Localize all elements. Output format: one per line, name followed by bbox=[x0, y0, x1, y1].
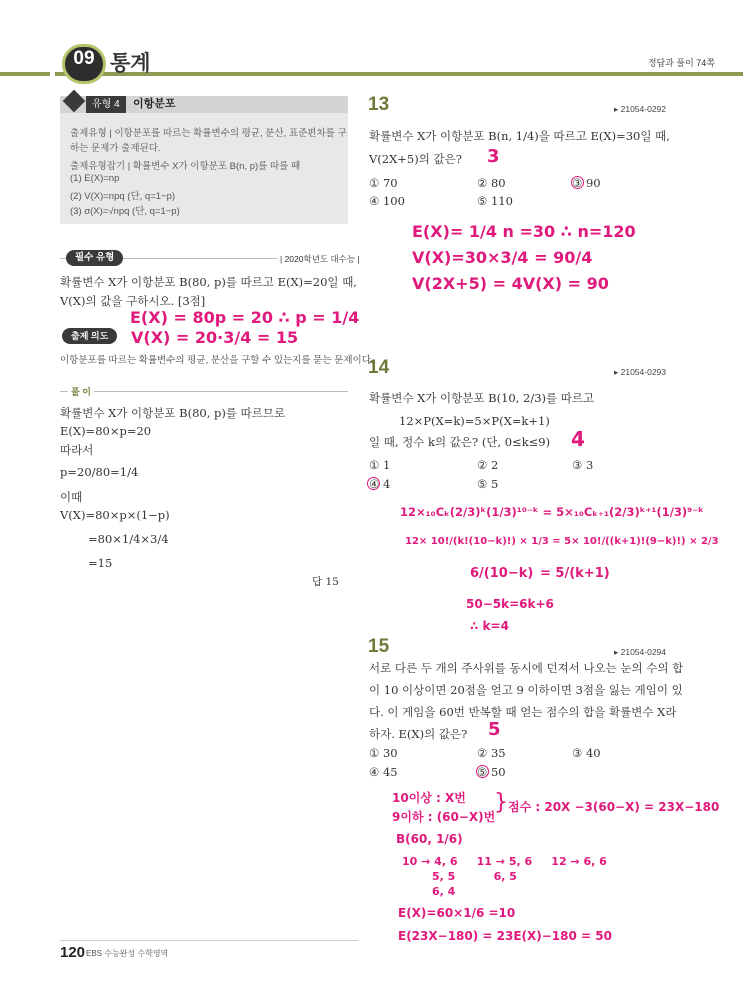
q15-choice: ② 35 bbox=[477, 746, 506, 760]
hw-q15-6: 5, 5 6, 5 bbox=[432, 870, 517, 883]
hw-q14-2: 12× 10!/(k!(10−k)!) × 1/3 = 5× 10!/((k+1)!(9−k)!) × 2/3 bbox=[405, 536, 719, 547]
hw-q14-5: ∴ k=4 bbox=[470, 619, 509, 633]
hw-q14-4: 50−5k=6k+6 bbox=[466, 597, 554, 611]
hw-q15-answer: 5 bbox=[488, 719, 501, 740]
answer-circle-mark bbox=[476, 765, 489, 778]
q13-choice: ② 80 bbox=[477, 176, 506, 190]
q15-number: 15 bbox=[368, 636, 390, 657]
solution-line: 이때 bbox=[60, 490, 83, 504]
q14-choice: ③ 3 bbox=[572, 458, 594, 472]
q15-line: 이 10 이상이면 20점을 얻고 9 이하이면 3점을 잃는 게임이 있 bbox=[369, 683, 683, 697]
page-number: 120 bbox=[60, 944, 86, 961]
answer-page-ref: 정답과 풀이 74쪽 bbox=[647, 58, 715, 68]
hw-q14-answer: 4 bbox=[571, 427, 585, 451]
solution-line: =15 bbox=[88, 556, 113, 570]
answer-circle-mark bbox=[367, 477, 380, 490]
hw-q13-answer: 3 bbox=[487, 146, 500, 167]
answer-circle-mark bbox=[571, 176, 584, 189]
hw-q15-4: B(60, 1/6) bbox=[396, 832, 463, 846]
hw-q15-7: 6, 4 bbox=[432, 885, 456, 898]
hw-q15-3: 점수 : 20X −3(60−X) = 23X−180 bbox=[508, 800, 720, 814]
hw-q14-3a: 6/(10−k) bbox=[470, 566, 534, 581]
intent-badge: 출제 의도 bbox=[62, 328, 117, 344]
required-badge: 필수 유형 bbox=[66, 250, 123, 266]
q15-line: 다. 이 게임을 60번 반복할 때 얻는 점수의 합을 확률변수 X라 bbox=[369, 705, 677, 719]
hw-required-1: E(X) = 80p = 20 ∴ p = 1/4 bbox=[130, 308, 360, 327]
footer-rule bbox=[60, 940, 358, 941]
hw-q15-1: 10이상 : X번 bbox=[392, 791, 466, 805]
hw-q14-3b: = 5/(k+1) bbox=[540, 566, 610, 581]
type-line-3: 출제유형잡기 | 확률변수 X가 이항분포 B(n, p)를 따를 때 bbox=[70, 161, 301, 172]
q14-code: ▸ 21054-0293 bbox=[614, 367, 667, 377]
q15-choice: ① 30 bbox=[369, 746, 398, 760]
q13-code: ▸ 21054-0292 bbox=[614, 104, 667, 114]
intent-text: 이항분포를 따르는 확률변수의 평균, 분산을 구할 수 있는지를 묻는 문제이다. bbox=[60, 355, 374, 366]
solution-line: 따라서 bbox=[60, 443, 94, 457]
q14-choice: ⑤ 5 bbox=[477, 477, 499, 491]
hw-required-2: V(X) = 20·3/4 = 15 bbox=[131, 328, 299, 347]
q13-number: 13 bbox=[368, 94, 390, 115]
chapter-title: 통계 bbox=[110, 52, 151, 75]
q13-line1: 확률변수 X가 이항분포 B(n, 1/4)을 따르고 E(X)=30일 때, bbox=[369, 129, 670, 143]
q14-choice: ② 2 bbox=[477, 458, 499, 472]
q14-line1: 확률변수 X가 이항분포 B(10, 2/3)를 따르고 bbox=[369, 391, 595, 405]
brace-mark: } bbox=[494, 790, 508, 815]
hw-q13-1: E(X)= 1/4 n =30 ∴ n=120 bbox=[412, 222, 636, 241]
solution-line: =80×1/4×3/4 bbox=[88, 532, 169, 546]
q13-choice: ⑤ 110 bbox=[477, 194, 513, 208]
solution-answer: 답 15 bbox=[312, 576, 339, 588]
q14-line3: 일 때, 정수 k의 값은? (단, 0≤k≤9) bbox=[369, 435, 551, 449]
hw-q15-2: 9이하 : (60−X)번 bbox=[392, 810, 496, 824]
q15-line: 서로 다른 두 개의 주사위를 동시에 던져서 나오는 눈의 수의 합 bbox=[369, 661, 684, 675]
type-tag: 유형 4 bbox=[86, 96, 126, 113]
type-line-6: (3) σ(X)=√npq (단, q=1−p) bbox=[70, 206, 180, 217]
hw-q13-2: V(X)=30×3/4 = 90/4 bbox=[412, 248, 593, 267]
type-name: 이항분포 bbox=[133, 98, 176, 110]
q15-choice: ⑤ 50 bbox=[477, 765, 506, 779]
q14-line2: 12×P(X=k)=5×P(X=k+1) bbox=[399, 414, 550, 428]
q13-choice: ① 70 bbox=[369, 176, 398, 190]
hw-q13-3: V(2X+5) = 4V(X) = 90 bbox=[412, 274, 609, 293]
solution-label: 풀 이 bbox=[68, 385, 94, 398]
hw-q15-8: E(X)=60×1/6 =10 bbox=[398, 906, 516, 920]
solution-line: V(X)=80×p×(1−p) bbox=[60, 508, 170, 522]
header-rule-left bbox=[0, 72, 50, 76]
required-problem-line2: V(X)의 값을 구하시오. [3점] bbox=[60, 294, 206, 308]
type-line-1: 출제유형 | 이항분포를 따르는 확률변수의 평균, 분산, 표준편차를 구 bbox=[70, 128, 347, 139]
q15-code: ▸ 21054-0294 bbox=[614, 647, 667, 657]
solution-line: p=20/80=1/4 bbox=[60, 465, 139, 479]
chapter-number: 09 bbox=[73, 48, 95, 69]
required-problem-line1: 확률변수 X가 이항분포 B(80, p)를 따르고 E(X)=20일 때, bbox=[60, 275, 357, 289]
type-line-5: (2) V(X)=npq (단, q=1−p) bbox=[70, 191, 176, 202]
q15-choice: ④ 45 bbox=[369, 765, 398, 779]
hw-q14-1: 12×₁₀Cₖ(2/3)ᵏ(1/3)¹⁰⁻ᵏ = 5×₁₀Cₖ₊₁(2/3)ᵏ⁺¹(1/3)⁹⁻ᵏ bbox=[400, 505, 704, 519]
q15-choice: ③ 40 bbox=[572, 746, 601, 760]
q13-choice: ④ 100 bbox=[369, 194, 405, 208]
q14-number: 14 bbox=[368, 357, 390, 378]
hw-q15-5: 10 → 4, 6 11 → 5, 6 12 → 6, 6 bbox=[402, 855, 607, 868]
q13-choice: ③ 90 bbox=[572, 176, 601, 190]
solution-line: 확률변수 X가 이항분포 B(80, p)를 따르므로 bbox=[60, 406, 286, 420]
page-source: EBS 수능완성 수학영역 bbox=[86, 949, 169, 958]
solution-rule bbox=[60, 391, 348, 392]
type-line-2: 하는 문제가 출제된다. bbox=[70, 143, 161, 154]
type-line-4: (1) E(X)=np bbox=[70, 173, 120, 184]
q14-choice: ④ 4 bbox=[369, 477, 391, 491]
required-source: | 2020학년도 대수능 | bbox=[277, 253, 360, 265]
solution-line: E(X)=80×p=20 bbox=[60, 424, 152, 438]
hw-q15-9: E(23X−180) = 23E(X)−180 = 50 bbox=[398, 929, 612, 943]
q13-line2: V(2X+5)의 값은? bbox=[369, 152, 462, 166]
q14-choice: ① 1 bbox=[369, 458, 391, 472]
header-rule bbox=[55, 72, 743, 76]
q15-line: 하자. E(X)의 값은? bbox=[369, 727, 468, 741]
